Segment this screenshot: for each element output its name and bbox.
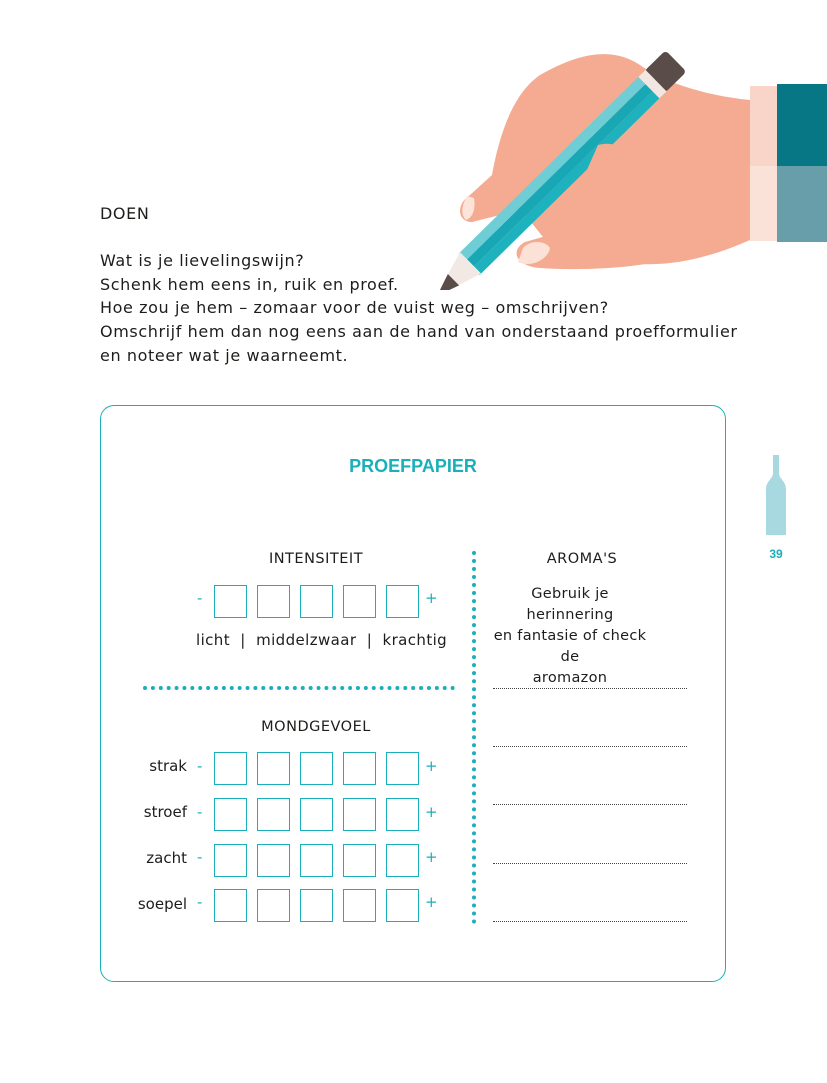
mouthfeel-box[interactable] <box>300 798 333 831</box>
wine-bottle-icon <box>765 455 787 535</box>
mouthfeel-box[interactable] <box>343 752 376 785</box>
aromas-description-line: Gebruik je herinnering <box>526 586 614 623</box>
intensity-plus: + <box>425 589 438 607</box>
mouthfeel-box[interactable] <box>343 889 376 922</box>
intensity-box-4[interactable] <box>343 585 376 618</box>
mouthfeel-box[interactable] <box>386 844 419 877</box>
mouthfeel-box[interactable] <box>386 798 419 831</box>
mouthfeel-box[interactable] <box>300 889 333 922</box>
mouthfeel-box[interactable] <box>257 844 290 877</box>
aromas-description-line: aromazon <box>532 670 608 686</box>
aromas-label: AROMA'S <box>546 551 618 567</box>
aromas-description <box>490 584 650 689</box>
mouthfeel-minus: - <box>197 893 203 911</box>
mouthfeel-box[interactable] <box>257 889 290 922</box>
aroma-write-line[interactable] <box>493 804 687 805</box>
mouthfeel-box[interactable] <box>300 844 333 877</box>
intro-line: Wat is je lievelingswijn? <box>100 251 305 271</box>
page-number: 39 <box>769 547 783 561</box>
mouthfeel-box[interactable] <box>257 798 290 831</box>
aroma-write-line[interactable] <box>493 688 687 689</box>
mouthfeel-row-label: strak <box>149 757 187 775</box>
mouthfeel-minus: - <box>197 848 203 866</box>
intensity-scale-labels: licht | middelzwaar | krachtig <box>196 631 448 649</box>
vertical-divider <box>472 551 476 924</box>
intro-line: Hoe zou je hem – zomaar voor de vuist weg – omschrijven? <box>100 298 609 318</box>
mouthfeel-minus: - <box>197 803 203 821</box>
intro-line: en noteer wat je waarneemt. <box>100 345 349 365</box>
intro-line: Omschrijf hem dan nog eens aan de hand van onderstaand proefformulier <box>100 321 738 341</box>
intro-text <box>100 202 738 367</box>
mouthfeel-box[interactable] <box>257 752 290 785</box>
intensity-box-5[interactable] <box>386 585 419 618</box>
mouthfeel-box[interactable] <box>386 889 419 922</box>
mouthfeel-plus: + <box>425 893 438 911</box>
mouthfeel-row-label: stroef <box>143 803 187 821</box>
mouthfeel-box[interactable] <box>343 798 376 831</box>
aroma-write-line[interactable] <box>493 863 687 864</box>
card-title: PROEFPAPIER <box>349 456 477 476</box>
mouthfeel-row-label: soepel <box>137 895 187 913</box>
mouthfeel-box[interactable] <box>300 752 333 785</box>
mouthfeel-plus: + <box>425 803 438 821</box>
intensity-box-3[interactable] <box>300 585 333 618</box>
mouthfeel-box[interactable] <box>214 844 247 877</box>
mouthfeel-box[interactable] <box>386 752 419 785</box>
aroma-write-line[interactable] <box>493 746 687 747</box>
intensity-box-2[interactable] <box>257 585 290 618</box>
mouthfeel-box[interactable] <box>214 798 247 831</box>
mouthfeel-box[interactable] <box>214 752 247 785</box>
mouthfeel-minus: - <box>197 757 203 775</box>
intro-line: Schenk hem eens in, ruik en proef. <box>100 274 399 294</box>
intensity-label: INTENSITEIT <box>268 551 364 567</box>
section-heading: DOEN <box>100 204 150 223</box>
aroma-write-line[interactable] <box>493 921 687 922</box>
intensity-minus: - <box>197 589 203 607</box>
mouthfeel-plus: + <box>425 848 438 866</box>
mouthfeel-label: MONDGEVOEL <box>261 719 371 735</box>
mouthfeel-row-label: zacht <box>146 849 187 867</box>
mouthfeel-plus: + <box>425 757 438 775</box>
mouthfeel-box[interactable] <box>214 889 247 922</box>
intensity-box-1[interactable] <box>214 585 247 618</box>
mouthfeel-box[interactable] <box>343 844 376 877</box>
horizontal-divider <box>143 686 455 690</box>
aromas-description-line: en fantasie of check de <box>493 628 647 665</box>
